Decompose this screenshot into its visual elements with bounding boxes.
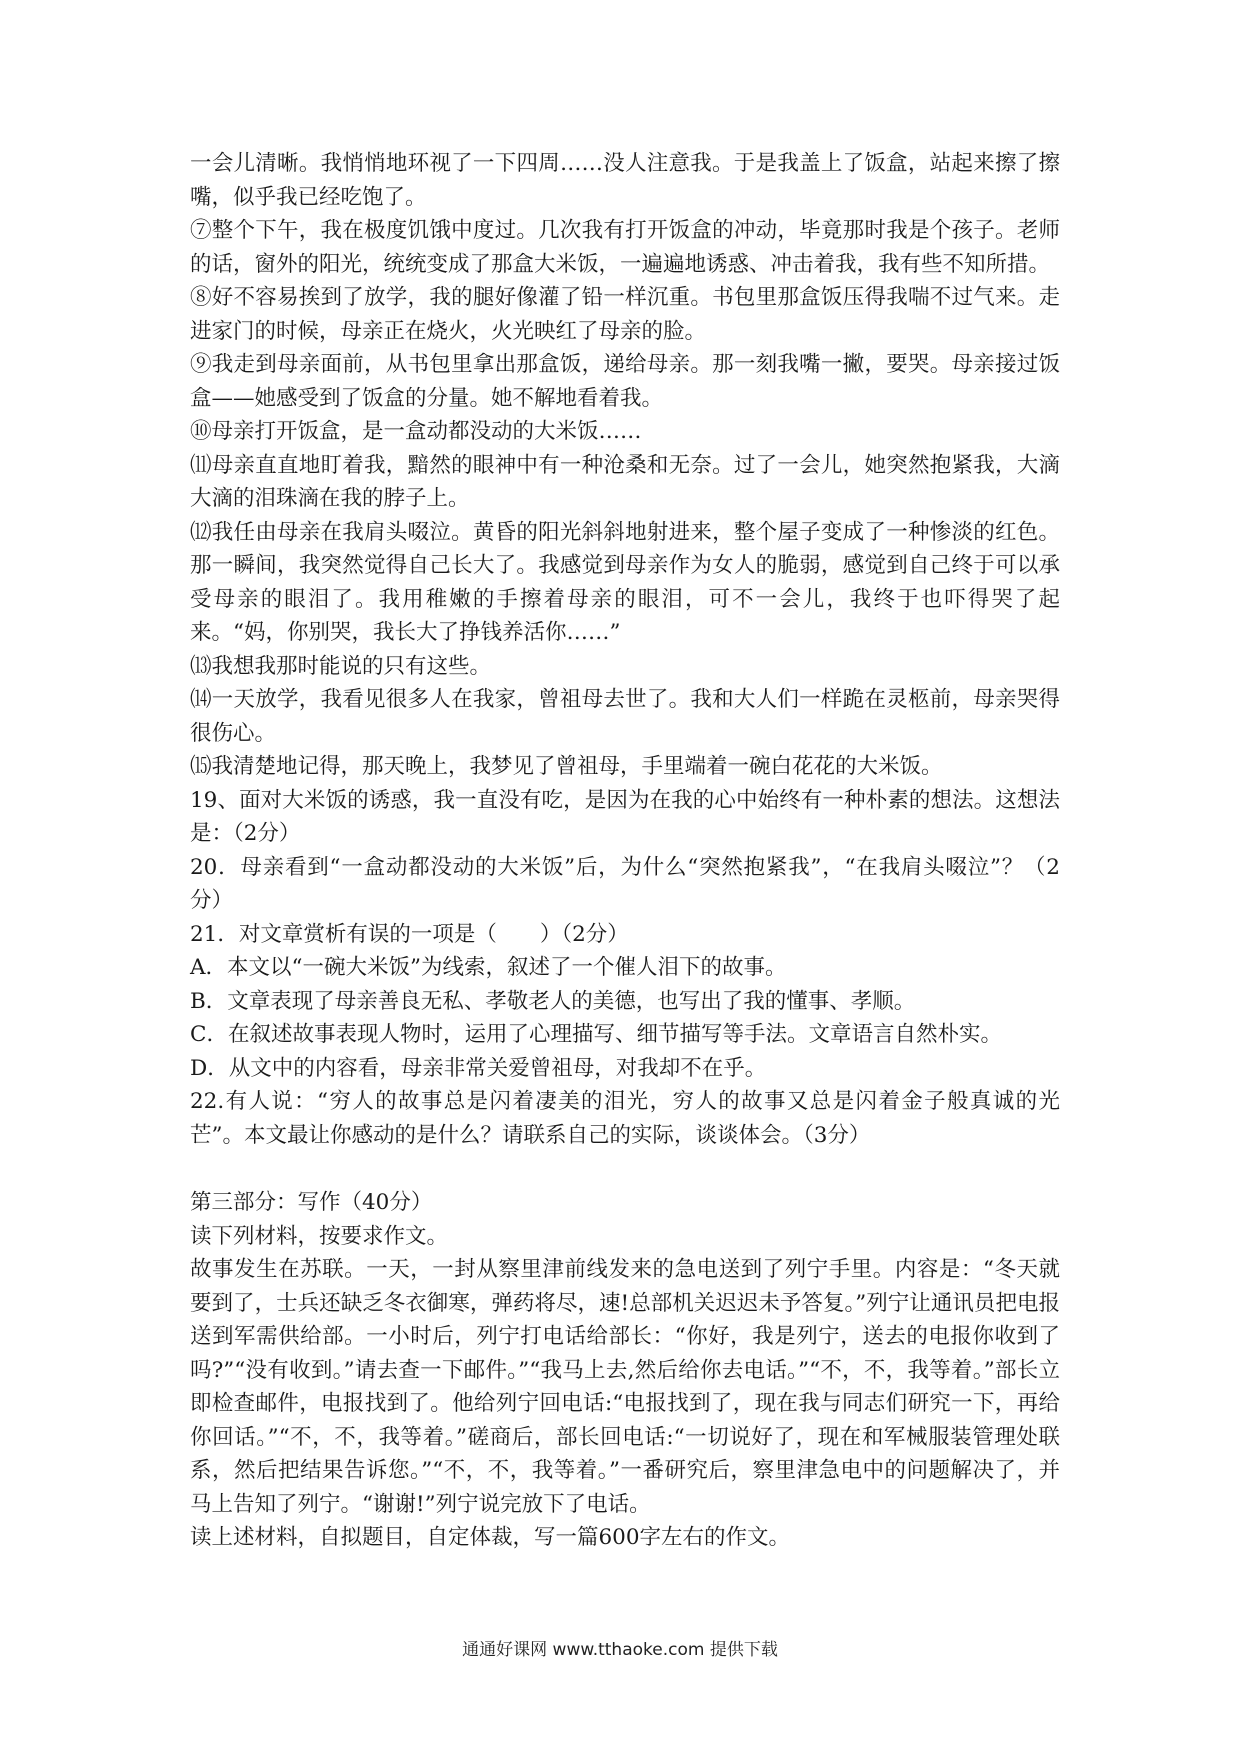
writing-instruction: 读下列材料，按要求作文。 (190, 1223, 449, 1249)
option-a: A．本文以“一碗大米饭”为线索，叙述了一个催人泪下的故事。 (190, 955, 787, 980)
option-c: C．在叙述故事表现人物时，运用了心理描写、细节描写等手法。文章语言自然朴实。 (190, 1022, 1002, 1047)
question-21: 21．对文章赏析有误的一项是（ ）（2分） (190, 921, 629, 947)
question-19: 19、面对大米饭的诱惑，我一直没有吃，是因为在我的心中始终有一种朴素的想法。这想法是：（2分） (190, 787, 1060, 846)
paragraph-12: ⑿我任由母亲在我肩头啜泣。黄昏的阳光斜斜地射进来，整个屋子变成了一种惨淡的红色。那一瞬间，我突然觉得自己长大了。我感觉到母亲作为女人的脆弱，感觉到自己终于可以承受母亲的眼泪了。我用稚嫩的手擦着母亲的眼泪，可不一会儿，我终于也吓得哭了起来。“妈，你别哭，我长大了挣钱养活你……” (190, 519, 1060, 645)
paragraph-11: ⑾母亲直直地盯着我，黯然的眼神中有一种沧桑和无奈。过了一会儿，她突然抱紧我，大滴大滴的泪珠滴在我的脖子上。 (190, 452, 1060, 511)
paragraph-13: ⒀我想我那时能说的只有这些。 (190, 653, 492, 679)
paragraph-15: ⒂我清楚地记得，那天晚上，我梦见了曾祖母，手里端着一碗白花花的大米饭。 (190, 754, 943, 779)
paragraph-9: ⑨我走到母亲面前，从书包里拿出那盒饭，递给母亲。那一刻我嘴一撇，要哭。母亲接过饭盒——她感受到了饭盒的分量。她不解地看着我。 (190, 352, 1060, 411)
page-footer: 通通好课网 www.tthaoke.com 提供下载 (462, 1640, 778, 1660)
writing-task: 读上述材料，自拟题目，自定体裁，写一篇600字左右的作文。 (190, 1525, 791, 1550)
paragraph-14: ⒁一天放学，我看见很多人在我家，曾祖母去世了。我和大人们一样跪在灵柩前，母亲哭得很伤心。 (190, 687, 1060, 746)
option-b: B．文章表现了母亲善良无私、孝敬老人的美德，也写出了我的懂事、孝顺。 (190, 988, 916, 1014)
writing-section-title: 第三部分：写作（40分） (190, 1190, 433, 1215)
option-d: D．从文中的内容看，母亲非常关爱曾祖母，对我却不在乎。 (190, 1055, 767, 1081)
paragraph-continued: 一会儿清晰。我悄悄地环视了一下四周……没人注意我。于是我盖上了饭盒，站起来擦了擦嘴，似乎我已经吃饱了。 (190, 151, 1060, 210)
writing-material: 故事发生在苏联。一天，一封从察里津前线发来的急电送到了列宁手里。内容是：“冬天就要到了，士兵还缺乏冬衣御寒，弹药将尽，速!总部机关迟迟未予答复。”列宁让通讯员把电报送到军需供给部。一小时后，列宁打电话给部长：“你好，我是列宁，送去的电报你收到了吗?”“没有收到。”请去查一下邮件。”“我马上去,然后给你去电话。”“不，不，我等着。”部长立即检查邮件，电报找到了。他给列宁回电话:“电报找到了，现在我与同志们研究一下，再给你回话。”“不，不，我等着。”磋商后，部长回电话:“一切说好了，现在和军械服装管理处联系，然后把结果告诉您。”“不，不，我等着。”一番研究后，察里津急电中的问题解决了，并马上告知了列宁。“谢谢!”列宁说完放下了电话。 (190, 1257, 1060, 1517)
question-20: 20．母亲看到“一盒动都没动的大米饭”后，为什么“突然抱紧我”，“在我肩头啜泣”？（2分） (190, 854, 1060, 913)
section-gap (190, 1152, 1060, 1186)
question-22: 22.有人说：“穷人的故事总是闪着凄美的泪光，穷人的故事又总是闪着金子般真诚的光芒”。本文最让你感动的是什么？请联系自己的实际，谈谈体会。（3分） (190, 1089, 1060, 1148)
paragraph-10: ⑩母亲打开饭盒，是一盒动都没动的大米饭…… (190, 419, 642, 444)
paragraph-8: ⑧好不容易挨到了放学，我的腿好像灌了铅一样沉重。书包里那盒饭压得我喘不过气来。走进家门的时候，母亲正在烧火，火光映红了母亲的脸。 (190, 285, 1060, 344)
page-body (190, 147, 1060, 1555)
paragraph-7: ⑦整个下午，我在极度饥饿中度过。几次我有打开饭盒的冲动，毕竟那时我是个孩子。老师的话，窗外的阳光，统统变成了那盒大米饭，一遍遍地诱惑、冲击着我，我有些不知所措。 (190, 218, 1060, 277)
